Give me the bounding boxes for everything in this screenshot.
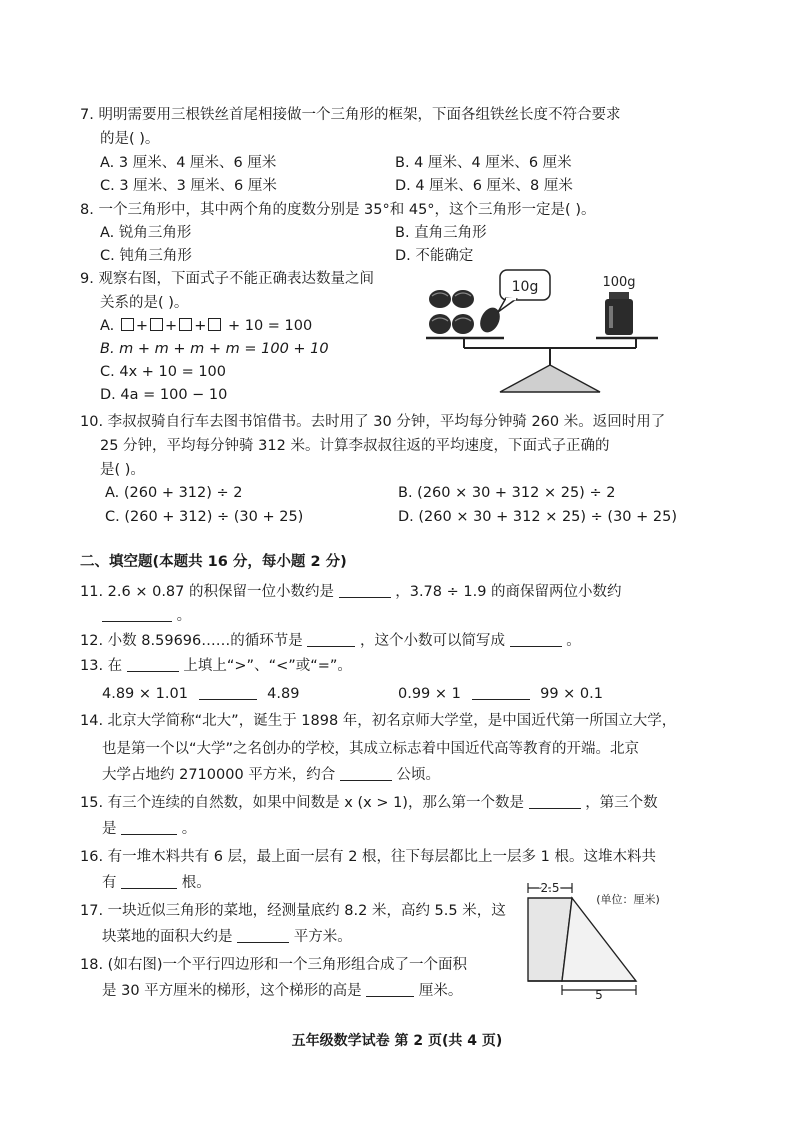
- answer-blank[interactable]: [307, 632, 355, 647]
- q18-line1: 18. (如右图)一个平行四边形和一个三角形组合成了一个面积: [80, 957, 467, 973]
- balance-scale-figure: [420, 262, 680, 402]
- q16-line2: [102, 872, 211, 894]
- q10-option-d: D. (260 × 30 + 312 × 25) ÷ (30 + 25): [398, 509, 678, 525]
- q15-line2: [102, 818, 196, 840]
- q13-expr1-left: 4.89 × 1.01: [102, 686, 188, 702]
- weight-10g-label: 10g: [511, 279, 539, 295]
- q16-text-a: 有: [102, 875, 117, 891]
- square-box-icon: [121, 318, 134, 331]
- q9-stem-line1: 9. 观察右图，下面式子不能正确表达数量之间: [80, 271, 374, 287]
- q8-option-b: B. 直角三角形: [395, 225, 487, 241]
- q14-line2: 也是第一个以“大学”之名创办的学校，其成立标志着中国近代高等教育的开端。北京: [102, 741, 640, 757]
- q13-expr2: [398, 683, 603, 705]
- q10-option-a: A. (260 + 312) ÷ 2: [105, 485, 243, 501]
- q16-text-b: 根。: [181, 875, 211, 891]
- q13-text-a: 13. 在: [80, 658, 123, 674]
- q9-option-d: D. 4a = 100 − 10: [100, 387, 228, 403]
- q7-option-b: B. 4 厘米、4 厘米、6 厘米: [395, 155, 572, 171]
- q10-stem-line3: 是( )。: [100, 462, 145, 478]
- q12-line: [80, 630, 581, 652]
- answer-blank[interactable]: [510, 632, 562, 647]
- q8-option-a: A. 锐角三角形: [100, 225, 192, 241]
- q18-text-b: 厘米。: [418, 983, 463, 999]
- q7-stem-line2: 的是( )。: [100, 131, 160, 147]
- q11-line2: [102, 605, 191, 627]
- q7-stem-line1: 7. 明明需要用三根铁丝首尾相接做一个三角形的框架，下面各组铁丝长度不符合要求: [80, 107, 621, 123]
- answer-blank[interactable]: [529, 794, 581, 809]
- q9-option-b: B. m + m + m + m = 100 + 10: [100, 341, 329, 357]
- q12-text-a: 12. 小数 8.59696……的循环节是: [80, 633, 303, 649]
- q13-expr2-right: 99 × 0.1: [540, 686, 603, 702]
- trapezoid-figure: [518, 878, 678, 1000]
- q17-line2: [102, 926, 352, 948]
- answer-blank[interactable]: [340, 766, 392, 781]
- q18-text-a: 是 30 平方厘米的梯形，这个梯形的高是: [102, 983, 362, 999]
- q15-text-a: 15. 有三个连续的自然数，如果中间数是 x (x > 1)，那么第一个数是: [80, 795, 524, 811]
- q17-text-a: 块菜地的面积大约是: [102, 929, 233, 945]
- q16-line1: 16. 有一堆木料共有 6 层，最上面一层有 2 根，往下每层都比上一层多 1 根。这堆木料共: [80, 849, 656, 865]
- q7-option-a: A. 3 厘米、4 厘米、6 厘米: [100, 155, 277, 171]
- q11-text-c: 。: [176, 608, 192, 624]
- q14-line3: [102, 764, 440, 786]
- q8-option-d: D. 不能确定: [395, 248, 474, 264]
- q12-text-c: 。: [566, 633, 581, 649]
- q15-text-b: ，第三个数: [585, 795, 658, 811]
- q10-option-c: C. (260 + 312) ÷ (30 + 25): [105, 509, 304, 525]
- q18-line2: [102, 980, 462, 1002]
- q15-line1: [80, 792, 658, 814]
- square-box-icon: [150, 318, 163, 331]
- answer-blank[interactable]: [366, 982, 414, 997]
- q12-text-b: ，这个小数可以简写成: [359, 633, 505, 649]
- q7-option-d: D. 4 厘米、6 厘米、8 厘米: [395, 178, 573, 194]
- q13-line: [80, 655, 352, 677]
- q15-text-d: 。: [181, 821, 197, 837]
- q14-text-a: 大学占地约 2710000 平方米，约合: [102, 767, 336, 783]
- answer-blank[interactable]: [102, 607, 172, 622]
- square-box-icon: [208, 318, 221, 331]
- q13-expr2-left: 0.99 × 1: [398, 686, 461, 702]
- unit-label: (单位：厘米): [596, 893, 660, 906]
- q17-text-b: 平方米。: [293, 929, 352, 945]
- q10-option-b: B. (260 × 30 + 312 × 25) ÷ 2: [398, 485, 616, 501]
- q8-stem: 8. 一个三角形中，其中两个角的度数分别是 35°和 45°，这个三角形一定是( )。: [80, 202, 596, 218]
- section-heading: 二、填空题(本题共 16 分，每小题 2 分): [80, 554, 347, 570]
- q9-stem-line2: 关系的是( )。: [100, 295, 189, 311]
- q9-option-a-label: A.: [100, 318, 115, 334]
- answer-blank[interactable]: [339, 583, 391, 598]
- q13-text-b: 上填上“>”、“<”或“=”。: [183, 658, 352, 674]
- dimension-top-label: 2.5: [540, 881, 560, 895]
- q17-line1: 17. 一块近似三角形的菜地，经测量底约 8.2 米，高约 5.5 米，这: [80, 903, 506, 919]
- q8-option-c: C. 钝角三角形: [100, 248, 192, 264]
- q13-expr1: [102, 683, 299, 705]
- dimension-bottom-label: 5: [595, 988, 603, 1000]
- q11-line1: [80, 581, 622, 603]
- answer-blank[interactable]: [237, 928, 289, 943]
- answer-blank: [127, 657, 179, 672]
- q14-text-b: 公顷。: [396, 767, 441, 783]
- q9-option-a: A. + + + + 10 = 100: [100, 318, 313, 334]
- square-box-icon: [179, 318, 192, 331]
- q10-stem-line1: 10. 李叔叔骑自行车去图书馆借书。去时用了 30 分钟，平均每分钟骑 260 米。返回时用了: [80, 414, 666, 430]
- answer-blank[interactable]: [121, 874, 177, 889]
- answer-blank[interactable]: [472, 685, 530, 700]
- q7-option-c: C. 3 厘米、3 厘米、6 厘米: [100, 178, 277, 194]
- q15-text-c: 是: [102, 821, 117, 837]
- answer-blank[interactable]: [199, 685, 257, 700]
- q13-expr1-right: 4.89: [267, 686, 300, 702]
- q11-text-b: ，3.78 ÷ 1.9 的商保留两位小数约: [395, 584, 622, 600]
- q9-option-c: C. 4x + 10 = 100: [100, 364, 227, 380]
- q14-line1: 14. 北京大学简称“北大”，诞生于 1898 年，初名京师大学堂，是中国近代第一所国立大学，: [80, 713, 677, 729]
- q11-text-a: 11. 2.6 × 0.87 的积保留一位小数约是: [80, 584, 334, 600]
- q9-option-a-rest: + 10 = 100: [227, 318, 313, 334]
- page-footer: 五年级数学试卷 第 2 页(共 4 页): [291, 1033, 503, 1049]
- answer-blank[interactable]: [121, 820, 177, 835]
- weight-100g-label: 100g: [602, 275, 636, 290]
- q10-stem-line2: 25 分钟，平均每分钟骑 312 米。计算李叔叔往返的平均速度，下面式子正确的: [100, 438, 610, 454]
